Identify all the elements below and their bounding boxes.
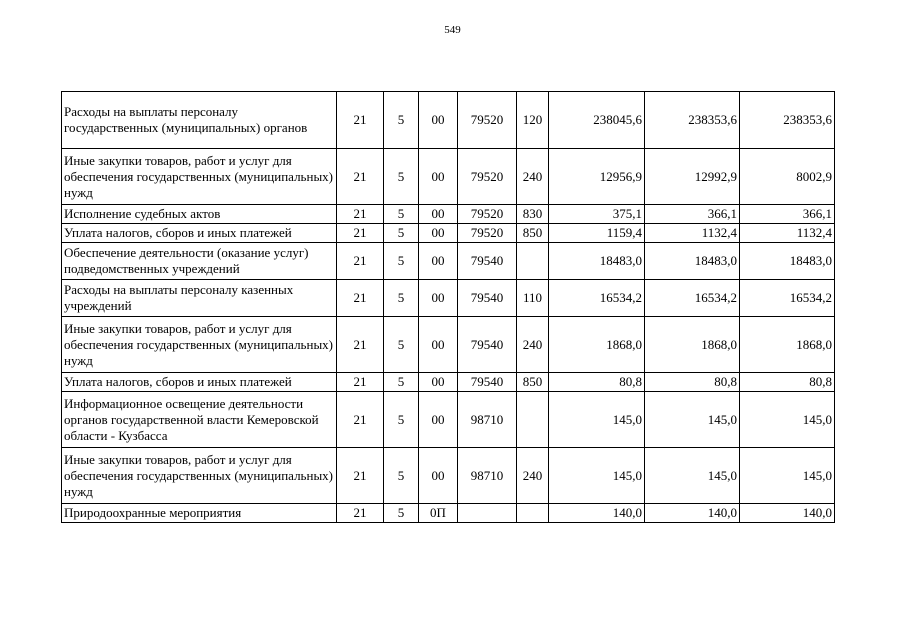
row-name: Иные закупки товаров, работ и услуг для обеспечения государственных (муниципальных) нужд [62, 317, 337, 373]
amount-1: 1159,4 [549, 224, 645, 243]
amount-3: 238353,6 [740, 92, 835, 149]
amount-3: 16534,2 [740, 280, 835, 317]
budget-table [61, 91, 835, 523]
table-row [62, 504, 835, 523]
amount-1: 145,0 [549, 392, 645, 448]
subsection-code: 5 [384, 243, 419, 280]
subsection-code: 5 [384, 224, 419, 243]
amount-1: 16534,2 [549, 280, 645, 317]
expense-type-code: 240 [517, 317, 549, 373]
direction-code: 79520 [458, 205, 517, 224]
expense-type-code [517, 243, 549, 280]
amount-3: 1868,0 [740, 317, 835, 373]
program-code: 00 [419, 373, 458, 392]
table-row [62, 392, 835, 448]
subsection-code: 5 [384, 92, 419, 149]
table-row [62, 280, 835, 317]
section-code: 21 [337, 92, 384, 149]
program-code: 00 [419, 317, 458, 373]
expense-type-code: 850 [517, 224, 549, 243]
amount-2: 145,0 [645, 392, 740, 448]
program-code: 00 [419, 149, 458, 205]
row-name: Природоохранные мероприятия [62, 504, 337, 523]
page-number: 549 [444, 24, 461, 36]
subsection-code: 5 [384, 280, 419, 317]
table-row [62, 92, 835, 149]
amount-2: 140,0 [645, 504, 740, 523]
section-code: 21 [337, 149, 384, 205]
amount-1: 145,0 [549, 448, 645, 504]
program-code: 0П [419, 504, 458, 523]
table-row [62, 224, 835, 243]
amount-3: 1132,4 [740, 224, 835, 243]
direction-code: 79540 [458, 317, 517, 373]
expense-type-code [517, 504, 549, 523]
section-code: 21 [337, 224, 384, 243]
amount-3: 80,8 [740, 373, 835, 392]
subsection-code: 5 [384, 205, 419, 224]
row-name: Уплата налогов, сборов и иных платежей [62, 373, 337, 392]
section-code: 21 [337, 504, 384, 523]
row-name: Обеспечение деятельности (оказание услуг) подведомственных учреждений [62, 243, 337, 280]
expense-type-code: 240 [517, 448, 549, 504]
row-name: Исполнение судебных актов [62, 205, 337, 224]
direction-code: 98710 [458, 392, 517, 448]
expense-type-code: 850 [517, 373, 549, 392]
program-code: 00 [419, 392, 458, 448]
section-code: 21 [337, 243, 384, 280]
amount-2: 80,8 [645, 373, 740, 392]
program-code: 00 [419, 224, 458, 243]
subsection-code: 5 [384, 373, 419, 392]
amount-3: 366,1 [740, 205, 835, 224]
table-row [62, 243, 835, 280]
row-name: Иные закупки товаров, работ и услуг для обеспечения государственных (муниципальных) нужд [62, 149, 337, 205]
direction-code: 79540 [458, 280, 517, 317]
program-code: 00 [419, 243, 458, 280]
section-code: 21 [337, 280, 384, 317]
expense-type-code: 120 [517, 92, 549, 149]
direction-code: 98710 [458, 448, 517, 504]
subsection-code: 5 [384, 149, 419, 205]
amount-3: 8002,9 [740, 149, 835, 205]
amount-2: 1868,0 [645, 317, 740, 373]
table-row [62, 448, 835, 504]
table-row [62, 149, 835, 205]
amount-1: 375,1 [549, 205, 645, 224]
amount-1: 12956,9 [549, 149, 645, 205]
direction-code: 79540 [458, 243, 517, 280]
direction-code: 79520 [458, 92, 517, 149]
program-code: 00 [419, 205, 458, 224]
expense-type-code: 110 [517, 280, 549, 317]
table-row [62, 317, 835, 373]
amount-2: 1132,4 [645, 224, 740, 243]
table-row [62, 373, 835, 392]
amount-3: 145,0 [740, 448, 835, 504]
row-name: Уплата налогов, сборов и иных платежей [62, 224, 337, 243]
program-code: 00 [419, 448, 458, 504]
direction-code: 79540 [458, 373, 517, 392]
section-code: 21 [337, 317, 384, 373]
subsection-code: 5 [384, 317, 419, 373]
row-name: Информационное освещение деятельности органов государственной власти Кемеровской области - Кузбасса [62, 392, 337, 448]
section-code: 21 [337, 392, 384, 448]
expense-type-code: 830 [517, 205, 549, 224]
expense-type-code: 240 [517, 149, 549, 205]
amount-2: 366,1 [645, 205, 740, 224]
direction-code [458, 504, 517, 523]
subsection-code: 5 [384, 392, 419, 448]
section-code: 21 [337, 373, 384, 392]
amount-2: 12992,9 [645, 149, 740, 205]
direction-code: 79520 [458, 224, 517, 243]
amount-2: 145,0 [645, 448, 740, 504]
amount-2: 238353,6 [645, 92, 740, 149]
amount-1: 238045,6 [549, 92, 645, 149]
subsection-code: 5 [384, 448, 419, 504]
direction-code: 79520 [458, 149, 517, 205]
program-code: 00 [419, 280, 458, 317]
amount-1: 80,8 [549, 373, 645, 392]
amount-3: 18483,0 [740, 243, 835, 280]
table-body [62, 92, 835, 523]
subsection-code: 5 [384, 504, 419, 523]
table-row [62, 205, 835, 224]
amount-2: 18483,0 [645, 243, 740, 280]
amount-2: 16534,2 [645, 280, 740, 317]
row-name: Расходы на выплаты персоналу казенных учреждений [62, 280, 337, 317]
amount-3: 140,0 [740, 504, 835, 523]
amount-1: 140,0 [549, 504, 645, 523]
row-name: Иные закупки товаров, работ и услуг для обеспечения государственных (муниципальных) нужд [62, 448, 337, 504]
expense-type-code [517, 392, 549, 448]
section-code: 21 [337, 448, 384, 504]
amount-1: 1868,0 [549, 317, 645, 373]
section-code: 21 [337, 205, 384, 224]
row-name: Расходы на выплаты персоналу государственных (муниципальных) органов [62, 92, 337, 149]
amount-3: 145,0 [740, 392, 835, 448]
amount-1: 18483,0 [549, 243, 645, 280]
program-code: 00 [419, 92, 458, 149]
